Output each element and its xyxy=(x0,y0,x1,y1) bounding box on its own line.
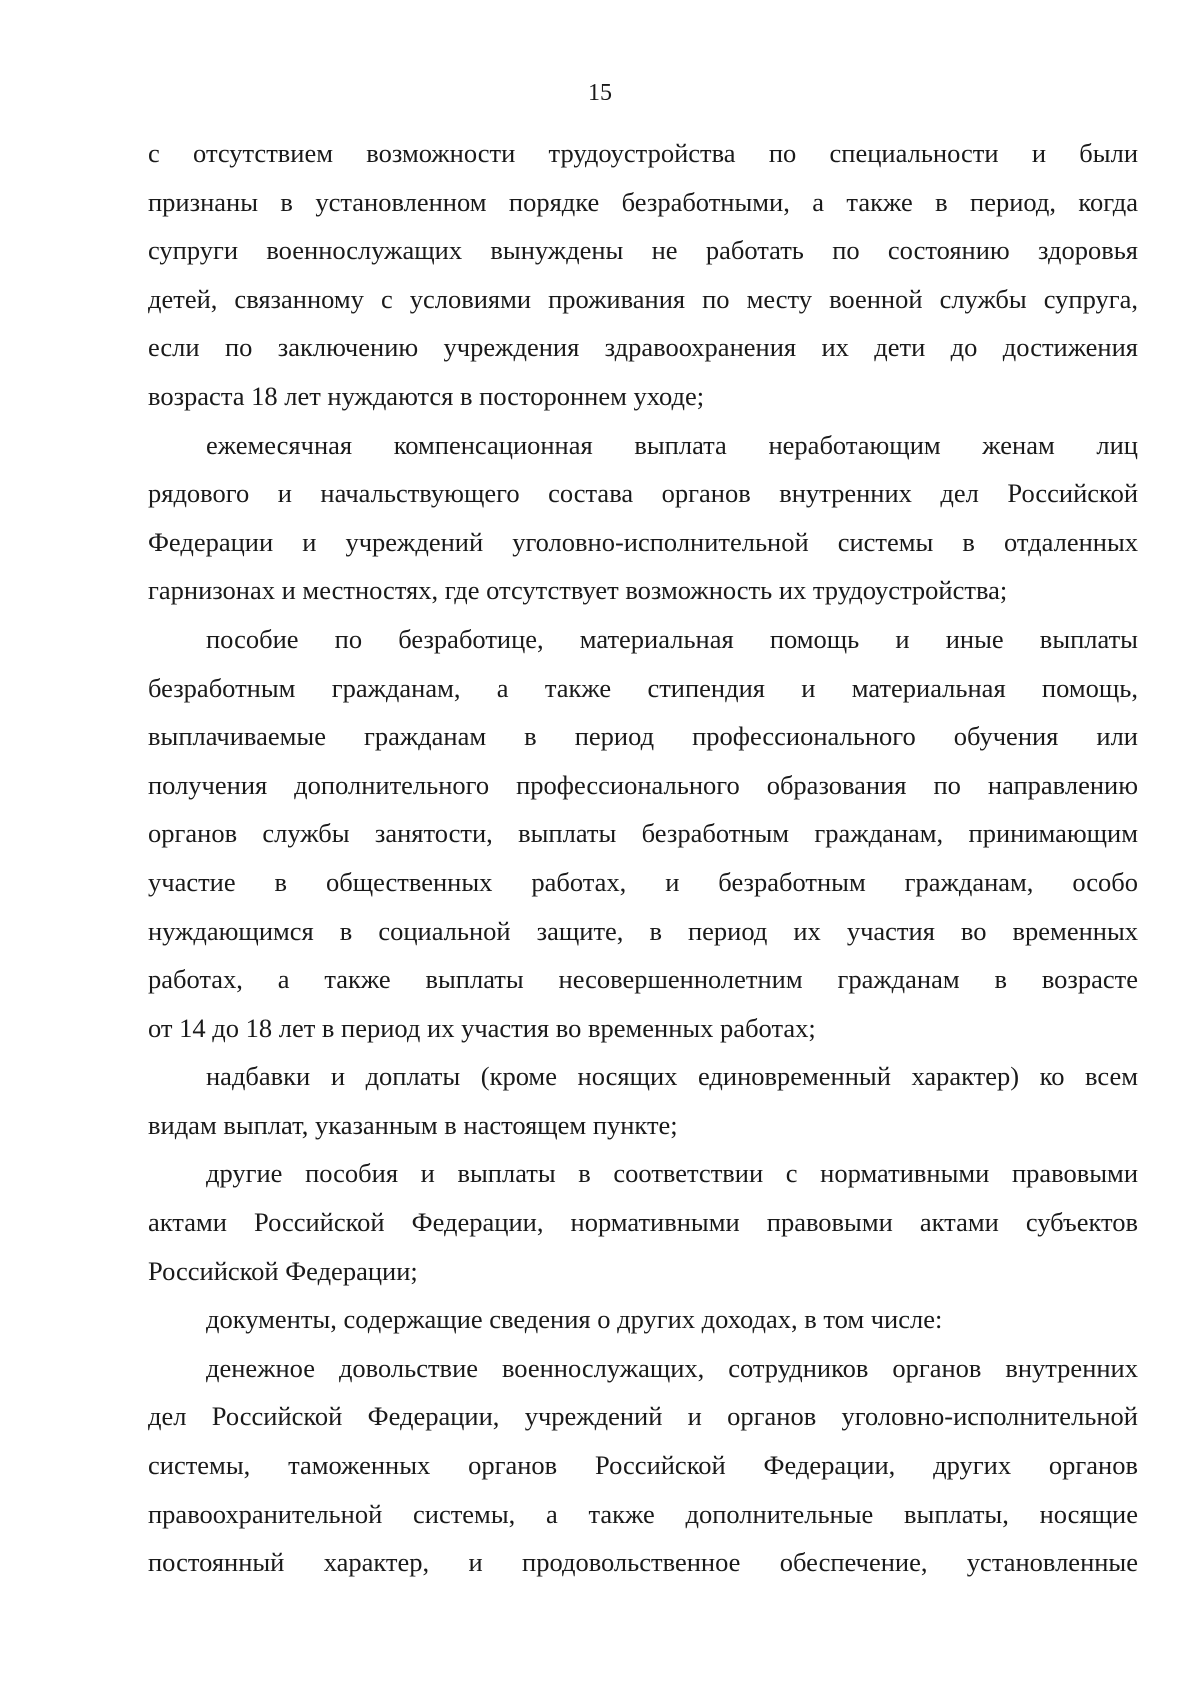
text-line: возраста 18 лет нуждаются в постороннем уходе; xyxy=(148,380,705,411)
paragraph xyxy=(148,1149,1138,1295)
text-line: нуждающимся в социальной защите, в период их участия во временных xyxy=(148,915,1138,946)
text-line: документы, содержащие сведения о других доходах, в том числе: xyxy=(206,1304,943,1335)
paragraph xyxy=(148,1052,1138,1149)
text-line: признаны в установленном порядке безработными, а также в период, когда xyxy=(148,186,1138,217)
text-line: денежное довольствие военнослужащих, сотрудников органов внутренних xyxy=(206,1352,1138,1383)
text-line: получения дополнительного профессионального образования по направлению xyxy=(148,769,1138,800)
text-line: правоохранительной системы, а также дополнительные выплаты, носящие xyxy=(148,1498,1138,1529)
text-line: супруги военнослужащих вынуждены не работать по состоянию здоровья xyxy=(148,235,1138,266)
text-line: выплачиваемые гражданам в период профессионального обучения или xyxy=(148,721,1138,752)
text-line: работах, а также выплаты несовершеннолетним гражданам в возрасте xyxy=(148,964,1138,995)
paragraph xyxy=(148,421,1138,615)
paragraph xyxy=(148,615,1138,1052)
text-line: гарнизонах и местностях, где отсутствует возможность их трудоустройства; xyxy=(148,575,1008,606)
text-line: постоянный характер, и продовольственное обеспечение, установленные xyxy=(148,1547,1138,1578)
text-line: детей, связанному с условиями проживания по месту военной службы супруга, xyxy=(148,283,1138,314)
text-line: видам выплат, указанным в настоящем пункте; xyxy=(148,1109,678,1140)
text-line: ежемесячная компенсационная выплата неработающим женам лиц xyxy=(206,429,1138,460)
paragraph xyxy=(148,1295,1138,1344)
text-line: с отсутствием возможности трудоустройства по специальности и были xyxy=(148,138,1138,168)
document-body xyxy=(148,129,1138,1587)
text-line: Российской Федерации; xyxy=(148,1255,418,1286)
text-line: другие пособия и выплаты в соответствии с нормативными правовыми xyxy=(206,1158,1138,1189)
text-line: надбавки и доплаты (кроме носящих единовременный характер) ко всем xyxy=(206,1061,1138,1092)
text-line: Федерации и учреждений уголовно-исполнительной системы в отдаленных xyxy=(148,526,1138,557)
paragraph xyxy=(148,1344,1138,1587)
text-line: органов службы занятости, выплаты безработным гражданам, принимающим xyxy=(148,818,1138,849)
text-line: безработным гражданам, а также стипендия и материальная помощь, xyxy=(148,672,1138,703)
text-line: актами Российской Федерации, нормативными правовыми актами субъектов xyxy=(148,1207,1138,1238)
text-line: рядового и начальствующего состава органов внутренних дел Российской xyxy=(148,478,1138,509)
text-line: участие в общественных работах, и безработным гражданам, особо xyxy=(148,866,1138,897)
text-line: дел Российской Федерации, учреждений и органов уголовно-исполнительной xyxy=(148,1401,1138,1432)
text-line: системы, таможенных органов Российской Федерации, других органов xyxy=(148,1450,1138,1481)
text-line: пособие по безработице, материальная помощь и иные выплаты xyxy=(206,623,1138,654)
text-line: если по заключению учреждения здравоохранения их дети до достижения xyxy=(148,332,1138,363)
page-number: 15 xyxy=(588,80,612,106)
paragraph xyxy=(148,129,1138,421)
text-line: от 14 до 18 лет в период их участия во временных работах; xyxy=(148,1012,816,1043)
